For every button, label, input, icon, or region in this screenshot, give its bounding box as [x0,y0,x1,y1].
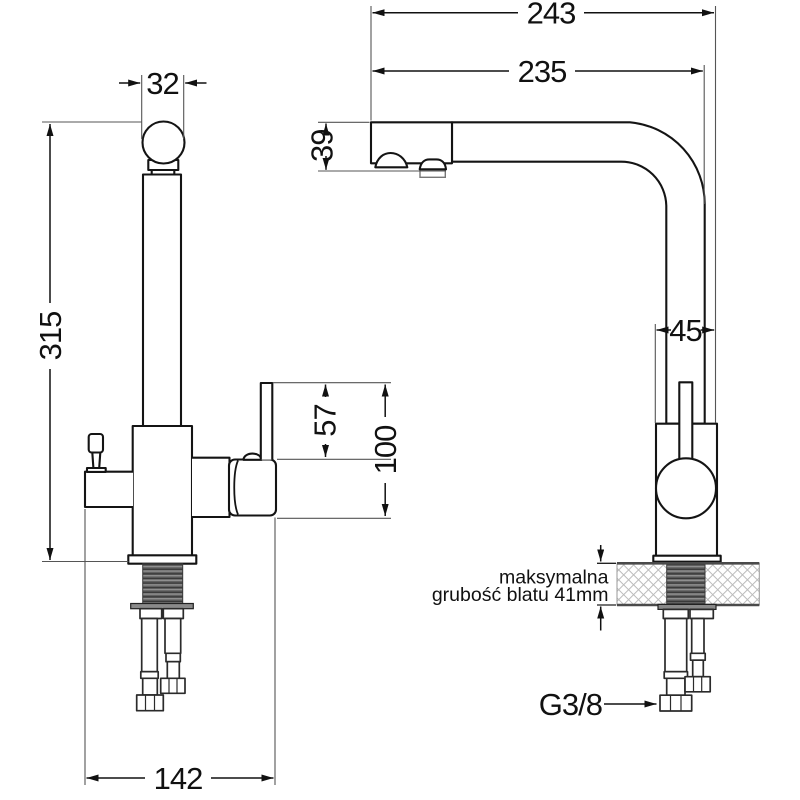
handle-arm [192,458,230,517]
filter-lever-stem [92,453,100,469]
mounting-thread [143,564,183,604]
dimension-handle-height [368,385,403,517]
aerator-dome [420,159,446,169]
handle-ball-side [656,458,716,518]
filter-lever-base [87,468,106,472]
hose-collar-left-side [663,609,688,618]
mounting-thread-side [667,563,705,603]
handle-rod [261,383,273,460]
faucet-front-view [85,122,276,711]
dim-45-label: 45 [669,312,702,348]
supply-hose-right-side [685,619,710,692]
base-flange [128,555,196,563]
spout-arm [452,122,705,423]
filter-lever-knob [89,434,103,453]
thread-size-callout [539,687,657,722]
dimension-total-height [33,124,68,560]
dim-57-label: 57 [307,404,343,437]
dim-39-label: 39 [304,129,340,163]
spout-column [143,175,181,427]
mixer-body [133,426,192,557]
base-flange-side [653,556,720,562]
dimension-base-width [87,761,274,796]
hose-collar-right-side [690,609,713,618]
dimension-head-height [304,124,339,170]
dim-32-label: 32 [146,65,179,101]
dim-315-label: 315 [32,311,68,361]
supply-hose-left [137,619,164,711]
hose-collar-left [140,609,162,619]
dimension-spout-width [119,66,207,101]
counter-note-line1: maksymalna [499,566,609,589]
dim-100-label: 100 [367,425,403,475]
dim-142-label: 142 [153,760,203,796]
dimension-rod-height [307,385,342,458]
supply-hose-right [161,619,185,694]
counter-note-line2: grubość blatu 41mm [431,583,609,606]
dimension-spout-reach [373,54,703,89]
thread-size-label: G3/8 [538,687,602,722]
countertop-section [617,563,759,605]
rod-base-dome [243,454,261,460]
supply-hose-left-side [660,619,692,712]
dim-243-label: 243 [526,0,576,31]
filter-arm [85,472,133,507]
faucet-side-view [371,122,759,711]
aerator-tip [152,170,175,175]
spout-ball [143,122,185,164]
countertop-thickness-note [432,545,609,631]
dim-235-label: 235 [517,53,567,89]
dimension-total-reach [373,0,715,31]
hose-collar-right [163,609,183,619]
handle-rod-side [679,382,692,460]
